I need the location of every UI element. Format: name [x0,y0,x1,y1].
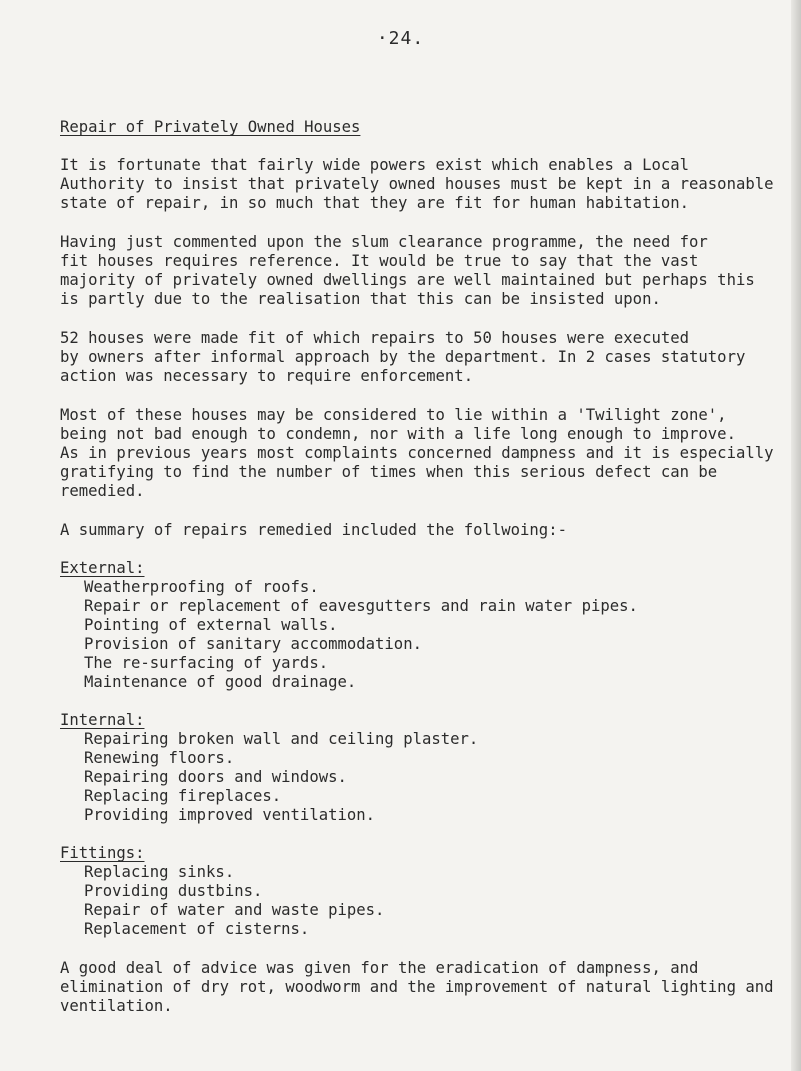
list-item: Provision of sanitary accommodation. [84,635,422,653]
document-body [60,118,780,1016]
list-item: Repairing doors and windows. [84,768,347,786]
section-heading: Repair of Privately Owned Houses [60,118,361,136]
text-line: by owners after informal approach by the department. In 2 cases statutory [60,348,746,366]
text-line: A summary of repairs remedied included the follwoing:- [60,521,567,539]
text-line: elimination of dry rot, woodworm and the improvement of natural lighting and [60,978,774,996]
text-line: Having just commented upon the slum clearance programme, the need for [60,233,708,251]
text-line: being not bad enough to condemn, nor with a life long enough to improve. [60,425,736,443]
list-item: Replacing fireplaces. [84,787,282,805]
text-line: action was necessary to require enforcement. [60,367,474,385]
paragraph-2 [60,233,780,309]
text-line: is partly due to the realisation that this can be insisted upon. [60,290,661,308]
list-item: Repairing broken wall and ceiling plaster. [84,730,479,748]
text-line: majority of privately owned dwellings are well maintained but perhaps this [60,271,755,289]
text-line: 52 houses were made fit of which repairs to 50 houses were executed [60,329,690,347]
text-line: A good deal of advice was given for the eradication of dampness, and [60,959,699,977]
text-line: As in previous years most complaints concerned dampness and it is especially [60,444,774,462]
list-item: Renewing floors. [84,749,235,767]
list-item: Providing dustbins. [84,882,263,900]
list-item: Weatherproofing of roofs. [84,578,319,596]
text-line: ventilation. [60,997,173,1015]
list-item: The re-surfacing of yards. [84,654,329,672]
closing-paragraph [60,959,780,1016]
text-line: Authority to insist that privately owned houses must be kept in a reasonable [60,175,774,193]
text-line: Most of these houses may be considered to lie within a 'Twilight zone', [60,406,727,424]
internal-list [60,730,780,825]
paragraph-5 [60,521,780,540]
list-item: Repair of water and waste pipes. [84,901,385,919]
page-number: ·24. [376,28,425,49]
text-line: remedied. [60,482,145,500]
internal-heading: Internal: [60,711,145,729]
external-section [60,559,780,692]
external-heading: External: [60,559,145,577]
list-item: Pointing of external walls. [84,616,338,634]
paragraph-1 [60,156,780,213]
paragraph-3 [60,329,780,386]
text-line: It is fortunate that fairly wide powers exist which enables a Local [60,156,690,174]
text-line: state of repair, in so much that they are fit for human habitation. [60,194,690,212]
list-item: Replacement of cisterns. [84,920,310,938]
list-item: Repair or replacement of eavesgutters and rain water pipes. [84,597,638,615]
external-list [60,578,780,692]
page-edge [791,0,801,1071]
internal-section [60,711,780,825]
list-item: Replacing sinks. [84,863,235,881]
paragraph-4 [60,406,780,501]
fittings-list [60,863,780,939]
fittings-heading: Fittings: [60,844,145,862]
list-item: Maintenance of good drainage. [84,673,357,691]
text-line: gratifying to find the number of times when this serious defect can be [60,463,718,481]
list-item: Providing improved ventilation. [84,806,376,824]
fittings-section [60,844,780,939]
text-line: fit houses requires reference. It would be true to say that the vast [60,252,699,270]
